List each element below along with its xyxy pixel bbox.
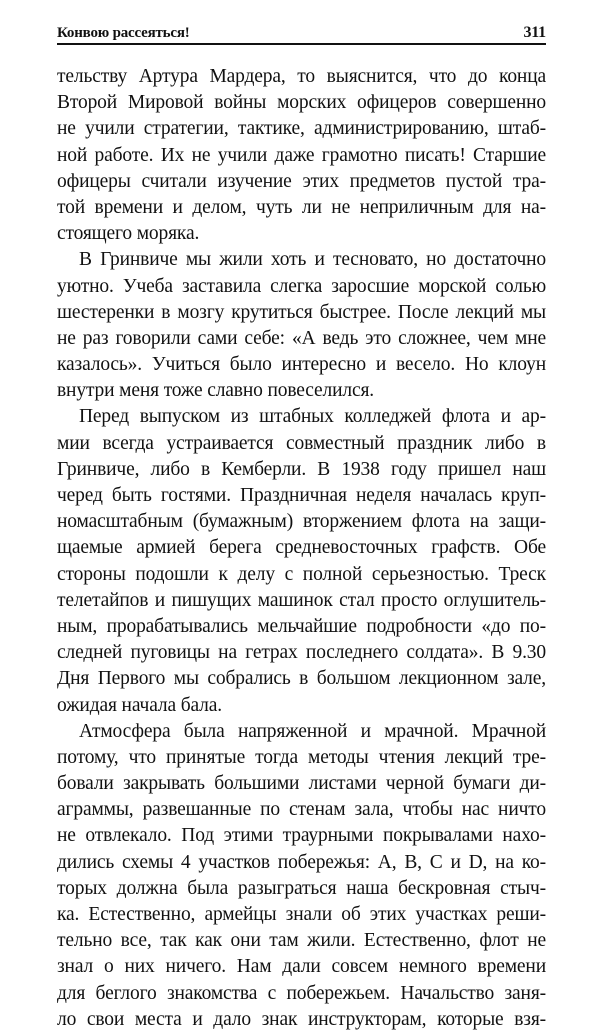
header-rule-divider (57, 43, 546, 45)
text-line: Атмосфера была напряженной и мрачной. Мрачной (79, 720, 546, 742)
text-line: казалось». Учиться было интересно и весело. Но клоун (57, 354, 546, 376)
text-line: Второй Мировой войны морских офицеров совершенно (57, 92, 546, 114)
text-line: телетайпов и пишущих машинок стал просто оглушитель- (57, 589, 546, 611)
page-number: 311 (523, 24, 546, 41)
paragraph (57, 247, 546, 404)
text-line: Перед выпуском из штабных колледжей флота и ар- (79, 406, 546, 428)
text-line: Дня Первого мы собрались в большом лекционном зале, (57, 668, 546, 690)
text-line: тельству Артура Мардера, то выяснится, что до конца (57, 66, 546, 87)
text-line: ным, прорабатывались мельчайшие подробности «до по- (57, 615, 546, 637)
text-line: мии всегда устраивается совместный праздник либо в (57, 432, 546, 454)
text-line: не учили стратегии, тактике, администрированию, штаб- (57, 118, 546, 140)
text-line: ка. Естественно, армейцы знали об этих участках реши- (57, 904, 546, 925)
text-line: шестеренки в мозгу крутиться быстрее. После лекций мы (57, 301, 546, 323)
text-line: не раз говорили сами себе: «А ведь это сложнее, чем мне (57, 327, 546, 349)
paragraph (57, 404, 546, 718)
text-line: уютно. Учеба заставила слегка заросшие морской солью (57, 275, 546, 297)
text-line: аграммы, развешанные по стенам зала, чтобы нас ничто (57, 799, 546, 821)
text-line: следней пуговицы на гетрах последнего солдата». В 9.30 (57, 642, 546, 664)
paragraph (57, 719, 546, 1033)
text-line: торых должна была разыграться наша бескровная стыч- (57, 877, 546, 899)
text-line: дились схемы 4 участков побережья: A, B, C и D, на ко- (57, 851, 546, 873)
text-line: В Гринвиче мы жили хоть и тесновато, но достаточно (79, 249, 546, 271)
text-line: офицеры считали изучение этих предметов пустой тра- (57, 170, 546, 192)
text-line: ожидая начала бала. (57, 694, 222, 716)
text-line: знал о них ничего. Нам дали совсем немного времени (57, 956, 546, 978)
text-line: щаемые армией берега средневосточных графств. Обе (57, 537, 546, 559)
chapter-title: Конвою рассеяться! (57, 25, 190, 41)
text-line: ной работе. Их не учили даже грамотно писать! Старшие (57, 144, 546, 166)
text-line: внутри меня тоже славно повеселился. (57, 380, 375, 402)
running-head (57, 20, 546, 42)
text-line: не отвлекало. Под этими траурными покрывалами нахо- (57, 825, 546, 847)
text-line: номасштабным (бумажным) вторжением флота на защи- (57, 511, 546, 533)
text-line: черед быть гостями. Праздничная неделя началась круп- (57, 485, 546, 506)
text-line: Гринвиче, либо в Кемберли. В 1938 году пришел наш (57, 458, 546, 480)
text-line: для беглого знакомства с побережьем. Начальство заня- (57, 982, 546, 1004)
text-line: тельно все, так как они там жили. Естественно, флот не (57, 930, 546, 952)
body-text (57, 64, 546, 1033)
text-line: ло свои места и дало знак инструкторам, которые взя- (57, 1008, 546, 1030)
paragraph (57, 64, 546, 247)
text-line: потому, что принятые тогда методы чтения лекций тре- (57, 746, 546, 768)
text-line: бовали закрывать большими листами черной бумаги ди- (57, 773, 546, 795)
text-line: стоящего моряка. (57, 223, 200, 245)
text-line: той времени и делом, чуть ли не неприличным для на- (57, 196, 546, 218)
text-line: стороны подошли к делу с полной серьезностью. Треск (57, 563, 546, 585)
